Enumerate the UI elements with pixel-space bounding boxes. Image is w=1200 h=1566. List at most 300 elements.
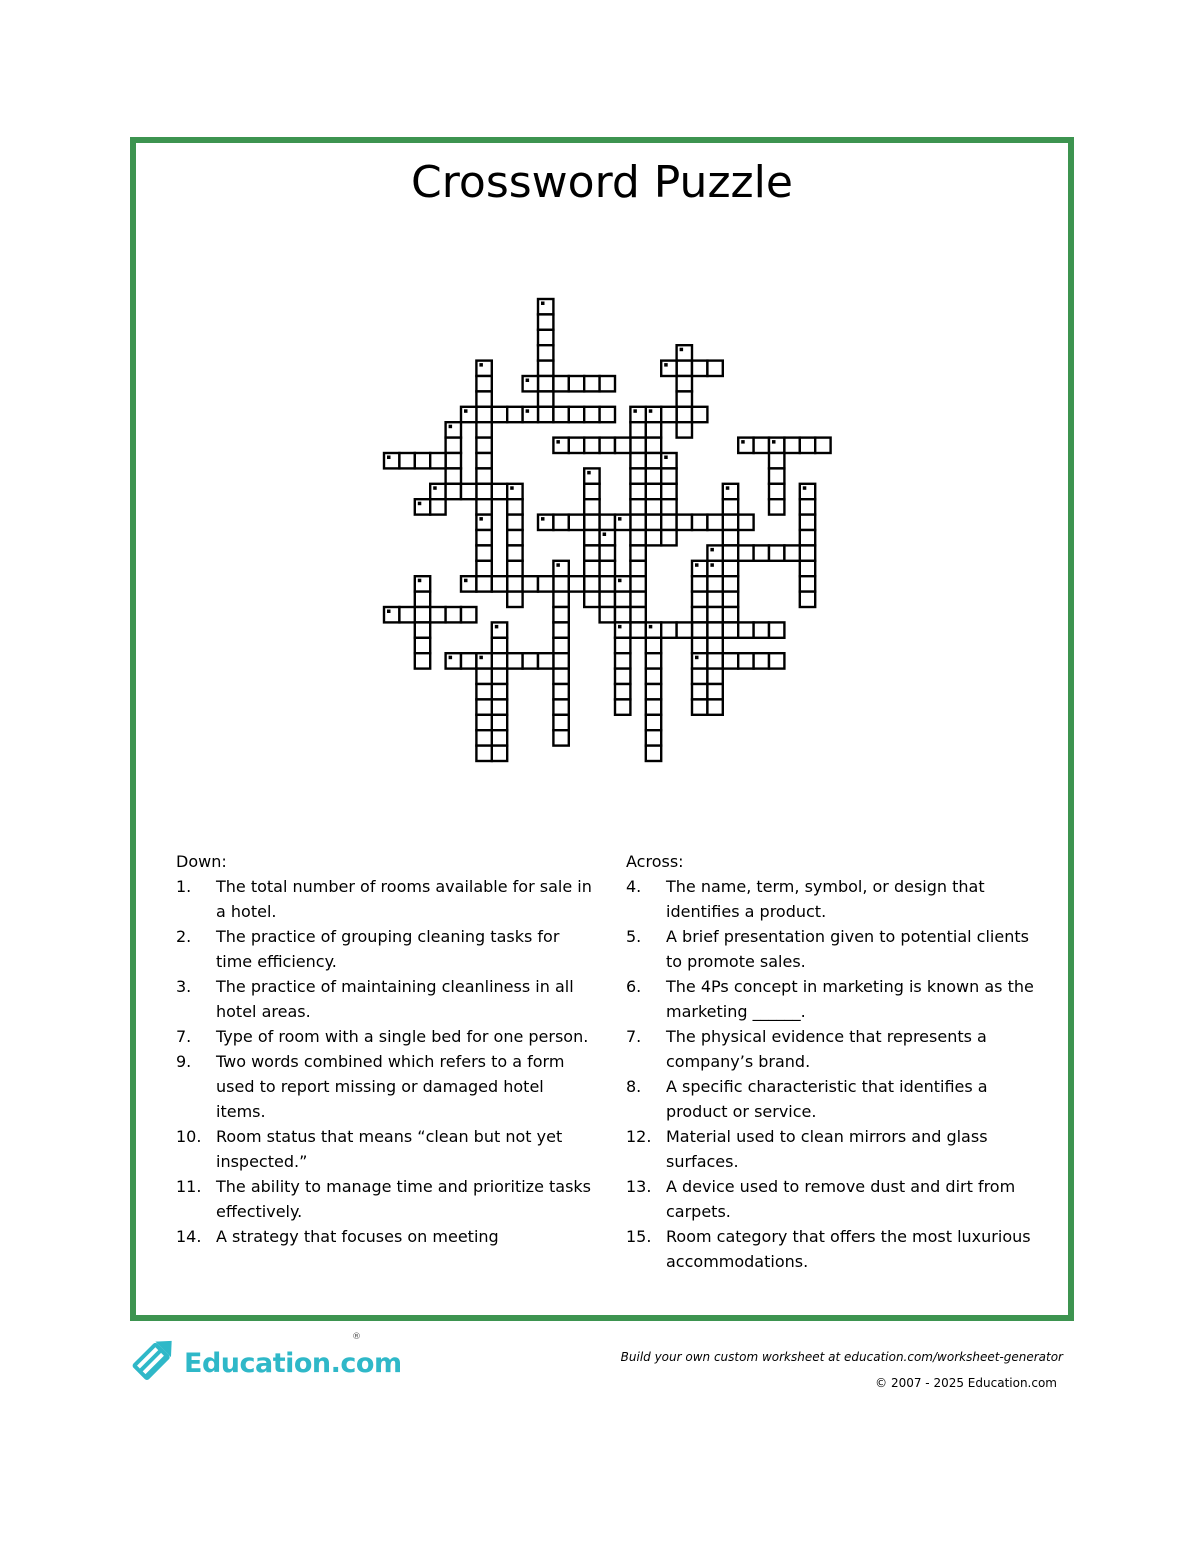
crossword-cell[interactable] [800, 576, 815, 591]
crossword-cell[interactable] [600, 376, 615, 391]
clue-number: 9. [176, 1052, 192, 1071]
crossword-cell[interactable] [800, 545, 815, 560]
crossword-cell[interactable] [538, 345, 553, 360]
crossword-cell[interactable] [476, 653, 491, 668]
crossword-cell[interactable] [646, 438, 661, 453]
clue-number: 14. [176, 1227, 202, 1246]
crossword-cell[interactable] [707, 576, 722, 591]
crossword-cell[interactable] [507, 530, 522, 545]
crossword-cell[interactable] [476, 438, 491, 453]
crossword-cell[interactable] [461, 576, 476, 591]
crossword-cell[interactable] [553, 684, 568, 699]
crossword-cell[interactable] [584, 468, 599, 483]
crossword-cell[interactable] [646, 669, 661, 684]
crossword-cell[interactable] [677, 376, 692, 391]
crossword-cell[interactable] [615, 638, 630, 653]
crossword-cell[interactable] [646, 699, 661, 714]
crossword-cell[interactable] [738, 622, 753, 637]
crossword-cell[interactable] [492, 407, 507, 422]
brand-name: Education.com [184, 1348, 402, 1379]
crossword-cell[interactable] [415, 499, 430, 514]
crossword-cell[interactable] [507, 592, 522, 607]
crossword-cell[interactable] [523, 576, 538, 591]
crossword-cell[interactable] [461, 607, 476, 622]
crossword-cell[interactable] [661, 622, 676, 637]
crossword-cell[interactable] [600, 438, 615, 453]
crossword-cell[interactable] [538, 515, 553, 530]
crossword-cell[interactable] [800, 530, 815, 545]
crossword-cell[interactable] [446, 607, 461, 622]
crossword-cell[interactable] [677, 361, 692, 376]
crossword-cell[interactable] [492, 746, 507, 761]
clue-text: The total number of rooms available for sale in a hotel. [216, 877, 592, 921]
crossword-cell[interactable] [630, 484, 645, 499]
crossword-cell[interactable] [661, 530, 676, 545]
crossword-cell[interactable] [615, 684, 630, 699]
crossword-cell[interactable] [476, 576, 491, 591]
crossword-cell[interactable] [476, 453, 491, 468]
crossword-cell[interactable] [507, 515, 522, 530]
crossword-cell[interactable] [615, 607, 630, 622]
crossword-cell[interactable] [677, 422, 692, 437]
crossword-cell[interactable] [692, 699, 707, 714]
crossword-cell[interactable] [754, 438, 769, 453]
crossword-cell[interactable] [769, 468, 784, 483]
crossword-cell[interactable] [600, 592, 615, 607]
clue-number: 15. [626, 1227, 652, 1246]
crossword-cell[interactable] [630, 622, 645, 637]
crossword-cell[interactable] [584, 576, 599, 591]
crossword-cell[interactable] [615, 622, 630, 637]
down-clue [176, 1024, 596, 1049]
crossword-cell[interactable] [754, 622, 769, 637]
crossword-cell[interactable] [661, 499, 676, 514]
crossword-cell[interactable] [677, 391, 692, 406]
crossword-cell[interactable] [584, 545, 599, 560]
crossword-cell[interactable] [646, 638, 661, 653]
crossword-cell[interactable] [430, 607, 445, 622]
crossword-cell[interactable] [707, 622, 722, 637]
crossword-cell[interactable] [553, 376, 568, 391]
crossword-cell[interactable] [630, 592, 645, 607]
crossword-cell[interactable] [692, 653, 707, 668]
crossword-cell[interactable] [507, 499, 522, 514]
crossword-cell[interactable] [646, 530, 661, 545]
crossword-cell[interactable] [707, 592, 722, 607]
crossword-cell[interactable] [615, 699, 630, 714]
crossword-cell[interactable] [692, 515, 707, 530]
crossword-cell[interactable] [677, 345, 692, 360]
education-logo[interactable] [126, 1330, 402, 1390]
crossword-cell[interactable] [784, 438, 799, 453]
crossword-cell[interactable] [461, 653, 476, 668]
crossword-cell[interactable] [630, 576, 645, 591]
crossword-cell[interactable] [476, 561, 491, 576]
crossword-cell[interactable] [538, 361, 553, 376]
crossword-cell[interactable] [415, 622, 430, 637]
crossword-cell[interactable] [661, 453, 676, 468]
crossword-cell[interactable] [707, 653, 722, 668]
crossword-cell[interactable] [769, 499, 784, 514]
clue-number: 5. [626, 927, 642, 946]
crossword-cell[interactable] [399, 453, 414, 468]
crossword-cell[interactable] [476, 484, 491, 499]
crossword-cell[interactable] [507, 561, 522, 576]
clue-text: A brief presentation given to potential clients to promote sales. [666, 927, 1029, 971]
crossword-cell[interactable] [630, 407, 645, 422]
crossword-cell[interactable] [476, 746, 491, 761]
clue-start-marker [664, 456, 668, 460]
crossword-cell[interactable] [661, 468, 676, 483]
crossword-cell[interactable] [492, 576, 507, 591]
crossword-cell[interactable] [553, 730, 568, 745]
crossword-cell[interactable] [553, 515, 568, 530]
crossword-cell[interactable] [692, 361, 707, 376]
crossword-cell[interactable] [553, 407, 568, 422]
crossword-cell[interactable] [615, 515, 630, 530]
crossword-cell[interactable] [646, 515, 661, 530]
clue-start-marker [433, 486, 437, 490]
crossword-cell[interactable] [692, 669, 707, 684]
crossword-cell[interactable] [769, 622, 784, 637]
crossword-cell[interactable] [769, 438, 784, 453]
crossword-cell[interactable] [553, 653, 568, 668]
crossword-cell[interactable] [569, 515, 584, 530]
crossword-cell[interactable] [661, 361, 676, 376]
clue-start-marker [803, 486, 807, 490]
crossword-cell[interactable] [692, 622, 707, 637]
crossword-cell[interactable] [507, 576, 522, 591]
crossword-cell[interactable] [476, 499, 491, 514]
crossword-cell[interactable] [630, 545, 645, 560]
clue-start-marker [387, 610, 391, 614]
crossword-cell[interactable] [415, 453, 430, 468]
crossword-cell[interactable] [584, 438, 599, 453]
crossword-cell[interactable] [446, 422, 461, 437]
crossword-cell[interactable] [615, 438, 630, 453]
crossword-cell[interactable] [492, 669, 507, 684]
crossword-cell[interactable] [800, 515, 815, 530]
crossword-cell[interactable] [754, 653, 769, 668]
clue-start-marker [603, 533, 607, 537]
crossword-cell[interactable] [646, 622, 661, 637]
crossword-cell[interactable] [553, 638, 568, 653]
crossword-cell[interactable] [446, 484, 461, 499]
crossword-cell[interactable] [707, 515, 722, 530]
crossword-cell[interactable] [415, 638, 430, 653]
clue-text: The practice of grouping cleaning tasks for time efficiency. [216, 927, 560, 971]
crossword-cell[interactable] [646, 422, 661, 437]
crossword-cell[interactable] [630, 530, 645, 545]
crossword-cell[interactable] [784, 545, 799, 560]
crossword-cell[interactable] [754, 545, 769, 560]
crossword-cell[interactable] [492, 622, 507, 637]
crossword-cell[interactable] [692, 407, 707, 422]
crossword-cell[interactable] [646, 653, 661, 668]
crossword-cell[interactable] [600, 545, 615, 560]
crossword-cell[interactable] [723, 592, 738, 607]
clue-start-marker [387, 456, 391, 460]
crossword-cell[interactable] [430, 484, 445, 499]
crossword-cell[interactable] [800, 561, 815, 576]
crossword-cell[interactable] [646, 407, 661, 422]
crossword-cell[interactable] [707, 607, 722, 622]
crossword-cell[interactable] [569, 438, 584, 453]
crossword-cell[interactable] [661, 515, 676, 530]
crossword-cell[interactable] [415, 653, 430, 668]
crossword-cell[interactable] [723, 484, 738, 499]
crossword-cell[interactable] [584, 561, 599, 576]
clue-number: 12. [626, 1127, 652, 1146]
crossword-cell[interactable] [815, 438, 830, 453]
crossword-cell[interactable] [492, 730, 507, 745]
crossword-cell[interactable] [584, 592, 599, 607]
crossword-cell[interactable] [769, 545, 784, 560]
crossword-cell[interactable] [738, 545, 753, 560]
crossword-cell[interactable] [476, 515, 491, 530]
crossword-cell[interactable] [692, 576, 707, 591]
across-clues [626, 849, 1046, 1274]
crossword-cell[interactable] [538, 299, 553, 314]
crossword-cell[interactable] [476, 730, 491, 745]
across-clue [626, 974, 1046, 1024]
crossword-cell[interactable] [553, 592, 568, 607]
crossword-cell[interactable] [600, 576, 615, 591]
clue-text: Two words combined which refers to a form used to report missing or damaged hotel items. [216, 1052, 565, 1121]
crossword-cell[interactable] [646, 715, 661, 730]
crossword-cell[interactable] [615, 592, 630, 607]
crossword-cell[interactable] [646, 730, 661, 745]
crossword-cell[interactable] [476, 422, 491, 437]
clue-start-marker [556, 440, 560, 444]
clue-start-marker [541, 302, 545, 306]
crossword-cell[interactable] [630, 561, 645, 576]
clue-text: The practice of maintaining cleanliness in all hotel areas. [216, 977, 574, 1021]
crossword-cell[interactable] [584, 515, 599, 530]
crossword-cell[interactable] [569, 407, 584, 422]
crossword-cell[interactable] [707, 545, 722, 560]
crossword-cell[interactable] [553, 607, 568, 622]
crossword-cell[interactable] [661, 484, 676, 499]
crossword-cell[interactable] [553, 622, 568, 637]
crossword-cell[interactable] [538, 407, 553, 422]
crossword-cell[interactable] [492, 715, 507, 730]
crossword-cell[interactable] [615, 669, 630, 684]
crossword-cell[interactable] [677, 622, 692, 637]
crossword-cell[interactable] [646, 484, 661, 499]
crossword-cell[interactable] [800, 592, 815, 607]
clue-number: 13. [626, 1177, 652, 1196]
crossword-cell[interactable] [553, 699, 568, 714]
crossword-cell[interactable] [630, 468, 645, 483]
crossword-cell[interactable] [723, 607, 738, 622]
crossword-cell[interactable] [800, 438, 815, 453]
crossword-cell[interactable] [523, 407, 538, 422]
crossword-cell[interactable] [723, 545, 738, 560]
crossword-cell[interactable] [600, 561, 615, 576]
crossword-cell[interactable] [538, 653, 553, 668]
crossword-cell[interactable] [569, 376, 584, 391]
crossword-cell[interactable] [538, 330, 553, 345]
crossword-cell[interactable] [476, 391, 491, 406]
clue-text: The physical evidence that represents a company’s brand. [666, 1027, 987, 1071]
crossword-cell[interactable] [476, 468, 491, 483]
crossword-cell[interactable] [384, 607, 399, 622]
clue-start-marker [449, 425, 453, 429]
crossword-cell[interactable] [584, 376, 599, 391]
crossword-cell[interactable] [569, 576, 584, 591]
crossword-cell[interactable] [723, 499, 738, 514]
crossword-cell[interactable] [430, 499, 445, 514]
crossword-cell[interactable] [661, 407, 676, 422]
crossword-cell[interactable] [723, 653, 738, 668]
clue-number: 6. [626, 977, 642, 996]
crossword-cell[interactable] [507, 484, 522, 499]
crossword-cell[interactable] [476, 545, 491, 560]
crossword-cell[interactable] [584, 407, 599, 422]
crossword-cell[interactable] [446, 653, 461, 668]
crossword-cell[interactable] [553, 715, 568, 730]
crossword-cell[interactable] [492, 484, 507, 499]
crossword-cell[interactable] [553, 438, 568, 453]
crossword-cell[interactable] [646, 684, 661, 699]
crossword-cell[interactable] [630, 422, 645, 437]
crossword-cell[interactable] [461, 484, 476, 499]
crossword-cell[interactable] [723, 530, 738, 545]
crossword-cell[interactable] [538, 314, 553, 329]
crossword-cell[interactable] [476, 376, 491, 391]
crossword-cell[interactable] [630, 438, 645, 453]
crossword-cell[interactable] [692, 607, 707, 622]
clue-text: Material used to clean mirrors and glass surfaces. [666, 1127, 988, 1171]
crossword-cell[interactable] [692, 592, 707, 607]
crossword-cell[interactable] [692, 684, 707, 699]
clue-start-marker [695, 656, 699, 660]
crossword-cell[interactable] [553, 561, 568, 576]
crossword-cell[interactable] [769, 653, 784, 668]
crossword-cell[interactable] [723, 561, 738, 576]
crossword-cell[interactable] [507, 407, 522, 422]
crossword-cell[interactable] [692, 638, 707, 653]
crossword-cell[interactable] [738, 515, 753, 530]
crossword-cell[interactable] [523, 653, 538, 668]
crossword-cell[interactable] [769, 484, 784, 499]
crossword-cell[interactable] [738, 653, 753, 668]
crossword-cell[interactable] [446, 453, 461, 468]
clue-start-marker [464, 409, 468, 413]
crossword-cell[interactable] [769, 453, 784, 468]
crossword-cell[interactable] [646, 468, 661, 483]
crossword-cell[interactable] [399, 607, 414, 622]
crossword-cell[interactable] [600, 607, 615, 622]
clue-start-marker [633, 409, 637, 413]
crossword-cell[interactable] [538, 376, 553, 391]
crossword-cell[interactable] [492, 638, 507, 653]
crossword-cell[interactable] [738, 438, 753, 453]
crossword-cell[interactable] [476, 407, 491, 422]
crossword-cell[interactable] [707, 699, 722, 714]
clue-start-marker [495, 625, 499, 629]
crossword-cell[interactable] [692, 561, 707, 576]
crossword-cell[interactable] [523, 376, 538, 391]
crossword-cell[interactable] [707, 361, 722, 376]
crossword-cell[interactable] [646, 746, 661, 761]
clue-text: A device used to remove dust and dirt from carpets. [666, 1177, 1016, 1221]
crossword-cell[interactable] [584, 484, 599, 499]
crossword-cell[interactable] [492, 653, 507, 668]
crossword-cell[interactable] [723, 622, 738, 637]
clue-number: 8. [626, 1077, 642, 1096]
clue-start-marker [464, 579, 468, 583]
crossword-cell[interactable] [584, 499, 599, 514]
crossword-cell[interactable] [476, 715, 491, 730]
crossword-cell[interactable] [384, 453, 399, 468]
crossword-cell[interactable] [630, 453, 645, 468]
crossword-cell[interactable] [723, 576, 738, 591]
crossword-cell[interactable] [630, 499, 645, 514]
crossword-cell[interactable] [538, 391, 553, 406]
clue-start-marker [479, 363, 483, 367]
crossword-cell[interactable] [646, 499, 661, 514]
crossword-cell[interactable] [707, 684, 722, 699]
crossword-cell[interactable] [430, 453, 445, 468]
crossword-cell[interactable] [492, 684, 507, 699]
crossword-cell[interactable] [584, 530, 599, 545]
crossword-cell[interactable] [707, 638, 722, 653]
clue-number: 11. [176, 1177, 202, 1196]
crossword-cell[interactable] [553, 669, 568, 684]
crossword-cell[interactable] [615, 576, 630, 591]
crossword-cell[interactable] [630, 607, 645, 622]
crossword-cell[interactable] [507, 545, 522, 560]
crossword-cell[interactable] [476, 699, 491, 714]
crossword-cell[interactable] [677, 407, 692, 422]
crossword-cell[interactable] [600, 407, 615, 422]
crossword-cell[interactable] [415, 576, 430, 591]
crossword-cell[interactable] [600, 530, 615, 545]
crossword-cell[interactable] [707, 669, 722, 684]
crossword-cell[interactable] [677, 515, 692, 530]
crossword-cell[interactable] [630, 515, 645, 530]
crossword-cell[interactable] [553, 576, 568, 591]
across-clue [626, 1024, 1046, 1074]
crossword-cell[interactable] [446, 468, 461, 483]
crossword-cell[interactable] [476, 530, 491, 545]
crossword-cell[interactable] [646, 453, 661, 468]
clue-start-marker [680, 348, 684, 352]
crossword-cell[interactable] [415, 607, 430, 622]
across-clue [626, 1174, 1046, 1224]
crossword-cell[interactable] [538, 576, 553, 591]
crossword-cell[interactable] [415, 592, 430, 607]
crossword-cell[interactable] [461, 407, 476, 422]
clue-start-marker [664, 363, 668, 367]
crossword-cell[interactable] [800, 484, 815, 499]
crossword-cell[interactable] [600, 515, 615, 530]
crossword-cell[interactable] [446, 438, 461, 453]
crossword-cell[interactable] [723, 515, 738, 530]
crossword-cell[interactable] [492, 699, 507, 714]
footer-tagline[interactable]: Build your own custom worksheet at education.com/worksheet-generator [620, 1350, 1063, 1364]
down-clue [176, 1124, 596, 1174]
crossword-cell[interactable] [476, 684, 491, 699]
crossword-cell[interactable] [476, 361, 491, 376]
crossword-cell[interactable] [615, 653, 630, 668]
crossword-cell[interactable] [707, 561, 722, 576]
crossword-cell[interactable] [800, 499, 815, 514]
crossword-cell[interactable] [476, 669, 491, 684]
crossword-cell[interactable] [507, 653, 522, 668]
